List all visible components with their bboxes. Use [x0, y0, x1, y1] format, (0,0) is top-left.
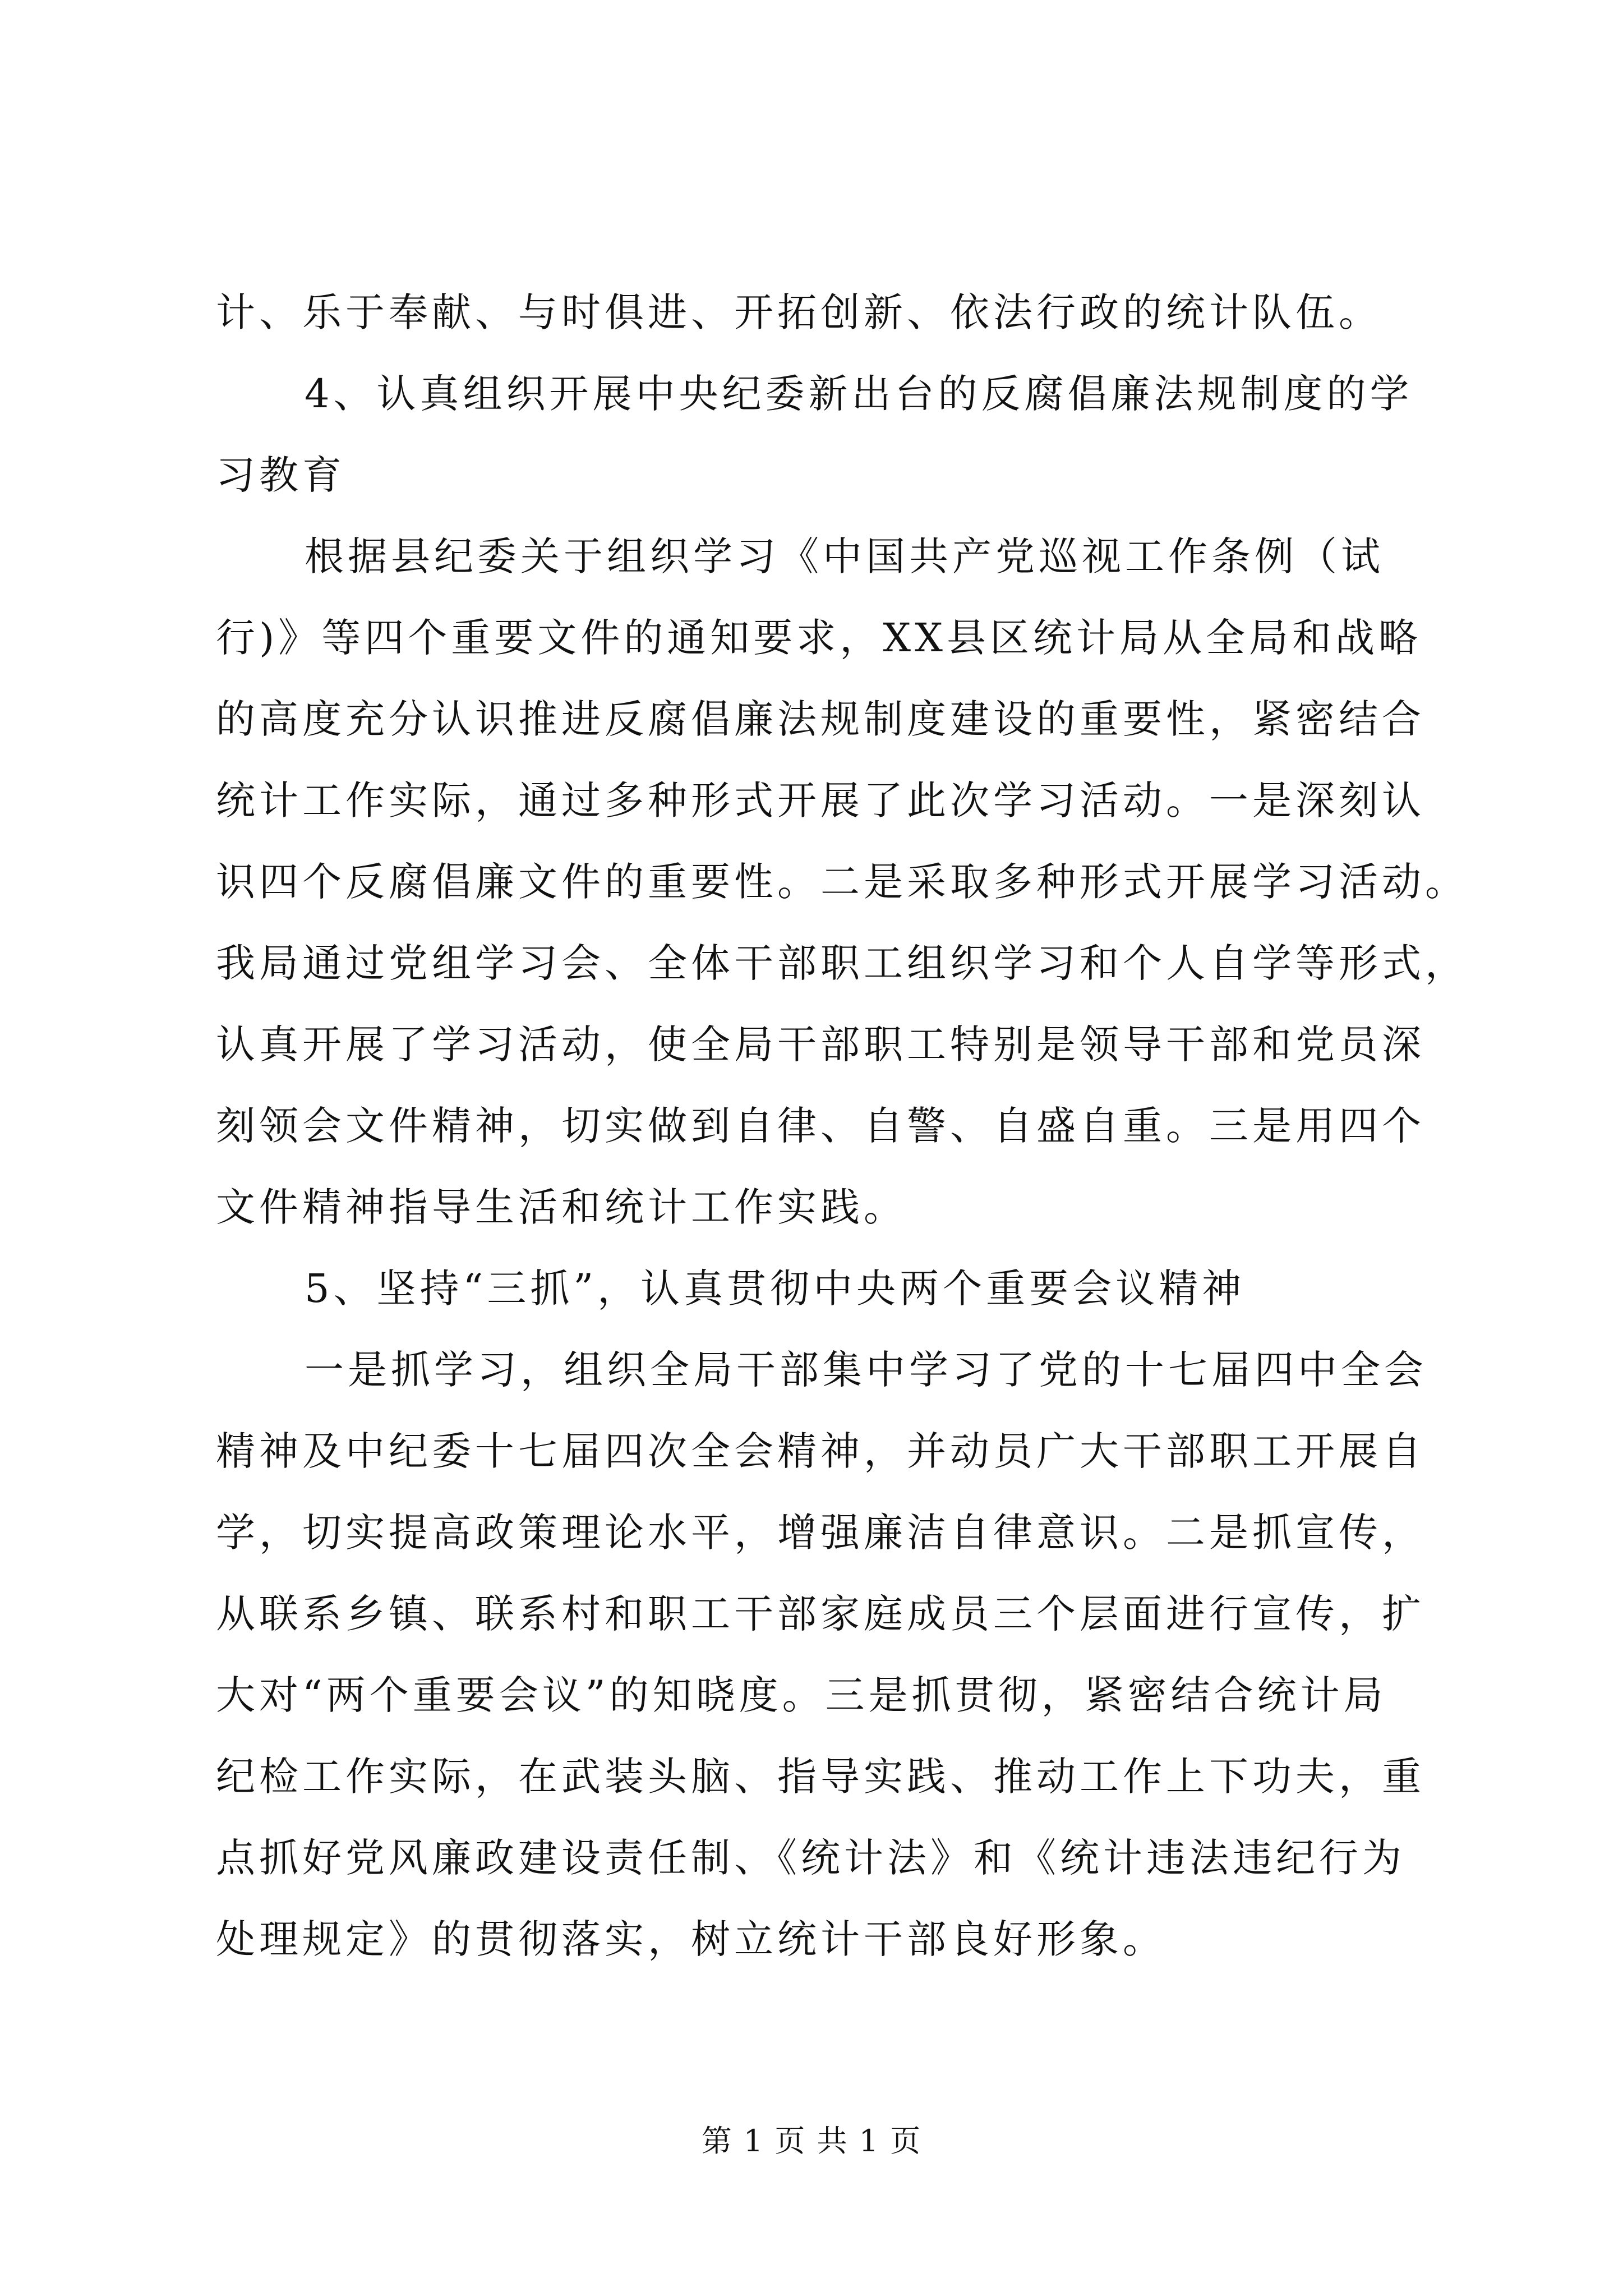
text-line: 的高度充分认识推进反腐倡廉法规制度建设的重要性，紧密结合 — [216, 696, 1425, 742]
document-body — [216, 272, 1468, 1980]
text-line: 4、认真组织开展中央纪委新出台的反腐倡廉法规制度的学 — [305, 371, 1413, 417]
text-line: 统计工作实际，通过多种形式开展了此次学习活动。一是深刻认 — [216, 777, 1425, 823]
text-line: 5、坚持“三抓”，认真贯彻中央两个重要会议精神 — [305, 1266, 1246, 1312]
text-line: 认真开展了学习活动，使全局干部职工特别是领导干部和党员深 — [216, 1022, 1425, 1068]
text-line: 处理规定》的贯彻落实，树立统计干部良好形象。 — [216, 1916, 1166, 1962]
text-line: 识四个反腐倡廉文件的重要性。二是采取多种形式开展学习活动。 — [216, 859, 1468, 905]
text-line: 文件精神指导生活和统计工作实践。 — [216, 1184, 907, 1230]
page-footer: 第 1 页 共 1 页 — [701, 2123, 922, 2159]
text-line: 根据县纪委关于组织学习《中国共产党巡视工作条例（试 — [305, 533, 1384, 579]
text-line: 计、乐于奉献、与时俱进、开拓创新、依法行政的统计队伍。 — [216, 289, 1382, 335]
text-line: 习教育 — [216, 452, 345, 498]
text-line: 纪检工作实际，在武装头脑、指导实践、推动工作上下功夫，重 — [216, 1754, 1425, 1800]
text-line: 刻领会文件精神，切实做到自律、自警、自盛自重。三是用四个 — [216, 1103, 1425, 1149]
text-line: 学，切实提高政策理论水平，增强廉洁自律意识。二是抓宣传， — [216, 1510, 1425, 1556]
text-line: 我局通过党组学习会、全体干部职工组织学习和个人自学等形式， — [216, 940, 1468, 986]
text-line: 点抓好党风廉政建设责任制、《统计法》和《统计违法违纪行为 — [216, 1835, 1405, 1881]
text-line: 从联系乡镇、联系村和职工干部家庭成员三个层面进行宣传，扩 — [216, 1591, 1425, 1637]
text-line: 精神及中纪委十七届四次全会精神，并动员广大干部职工开展自 — [216, 1428, 1425, 1474]
text-line: 大对“两个重要会议”的知晓度。三是抓贯彻，紧密结合统计局 — [216, 1672, 1387, 1718]
text-line: 一是抓学习，组织全局干部集中学习了党的十七届四中全会 — [305, 1347, 1427, 1393]
text-line: 行)》等四个重要文件的通知要求，XX县区统计局从全局和战略 — [216, 615, 1422, 661]
